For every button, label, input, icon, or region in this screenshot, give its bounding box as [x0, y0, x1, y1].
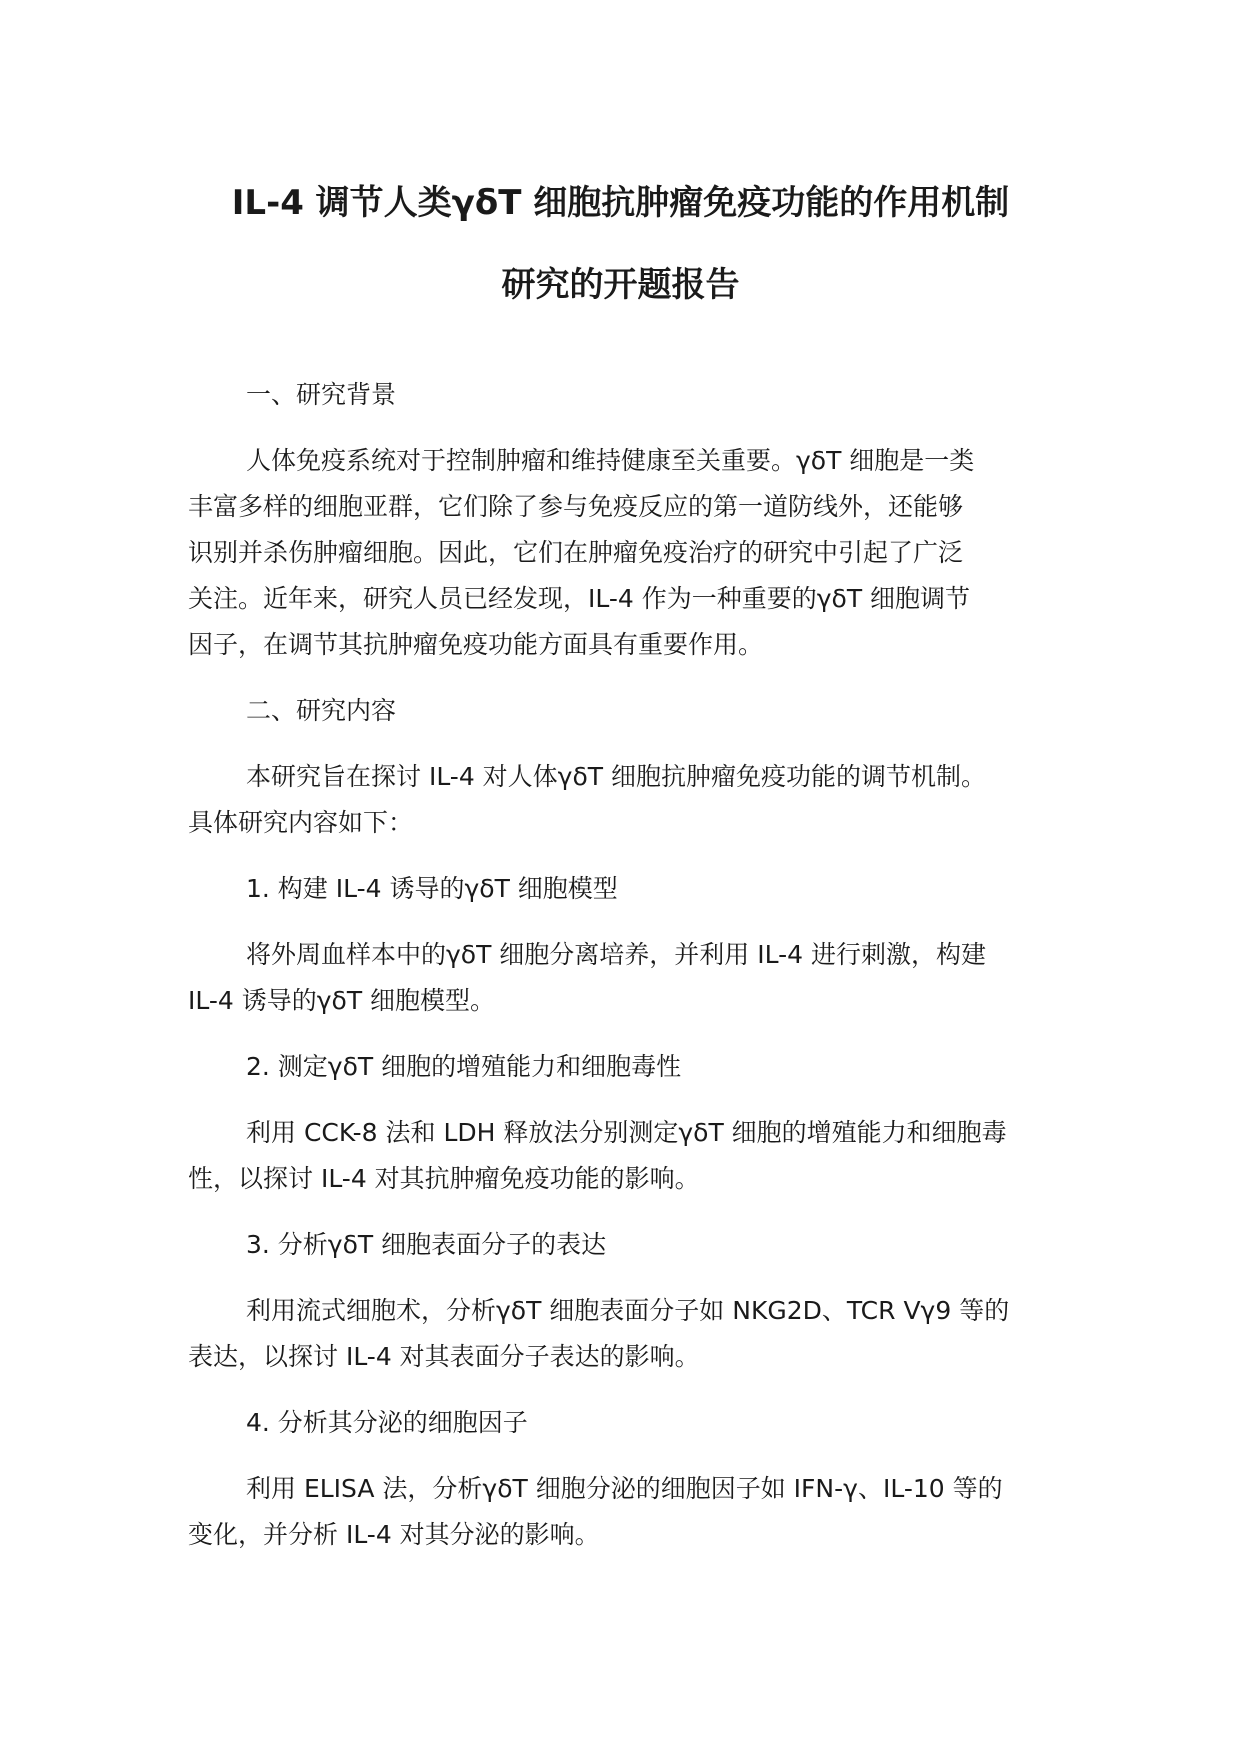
paragraph-line: 丰富多样的细胞亚群，它们除了参与免疫反应的第一道防线外，还能够: [188, 492, 964, 521]
paragraph-line: 表达，以探讨 IL-4 对其表面分子表达的影响。: [188, 1342, 700, 1371]
section-1-heading: 一、研究背景: [246, 380, 397, 409]
paragraph-line: 利用 ELISA 法，分析γδT 细胞分泌的细胞因子如 IFN-γ、IL-10 等的: [246, 1474, 1003, 1503]
paragraph-line: 关注。近年来，研究人员已经发现，IL-4 作为一种重要的γδT 细胞调节: [188, 584, 971, 613]
paragraph-line: 本研究旨在探讨 IL-4 对人体γδT 细胞抗肿瘤免疫功能的调节机制。: [246, 762, 986, 791]
paragraph-line: 变化，并分析 IL-4 对其分泌的影响。: [188, 1520, 600, 1549]
paragraph-line: 具体研究内容如下：: [188, 808, 414, 837]
paragraph-line: 利用流式细胞术，分析γδT 细胞表面分子如 NKG2D、TCR Vγ9 等的: [246, 1296, 1010, 1325]
document-title-line-1: IL-4 调节人类γδT 细胞抗肿瘤免疫功能的作用机制: [231, 183, 1010, 223]
item-4-heading: 4. 分析其分泌的细胞因子: [246, 1408, 528, 1437]
paragraph-line: 性，以探讨 IL-4 对其抗肿瘤免疫功能的影响。: [188, 1164, 700, 1193]
paragraph-line: 识别并杀伤肿瘤细胞。因此，它们在肿瘤免疫治疗的研究中引起了广泛: [188, 538, 964, 567]
item-3-heading: 3. 分析γδT 细胞表面分子的表达: [246, 1230, 607, 1259]
section-2-heading: 二、研究内容: [246, 696, 397, 725]
document-title-line-2: 研究的开题报告: [501, 265, 740, 305]
paragraph-line: 利用 CCK-8 法和 LDH 释放法分别测定γδT 细胞的增殖能力和细胞毒: [246, 1118, 1007, 1147]
paragraph-line: 将外周血样本中的γδT 细胞分离培养，并利用 IL-4 进行刺激，构建: [246, 940, 986, 969]
paragraph-line: 因子，在调节其抗肿瘤免疫功能方面具有重要作用。: [188, 630, 764, 659]
item-1-heading: 1. 构建 IL-4 诱导的γδT 细胞模型: [246, 874, 618, 903]
item-2-heading: 2. 测定γδT 细胞的增殖能力和细胞毒性: [246, 1052, 682, 1081]
paragraph-line: 人体免疫系统对于控制肿瘤和维持健康至关重要。γδT 细胞是一类: [246, 446, 975, 475]
paragraph-line: IL-4 诱导的γδT 细胞模型。: [188, 986, 496, 1015]
